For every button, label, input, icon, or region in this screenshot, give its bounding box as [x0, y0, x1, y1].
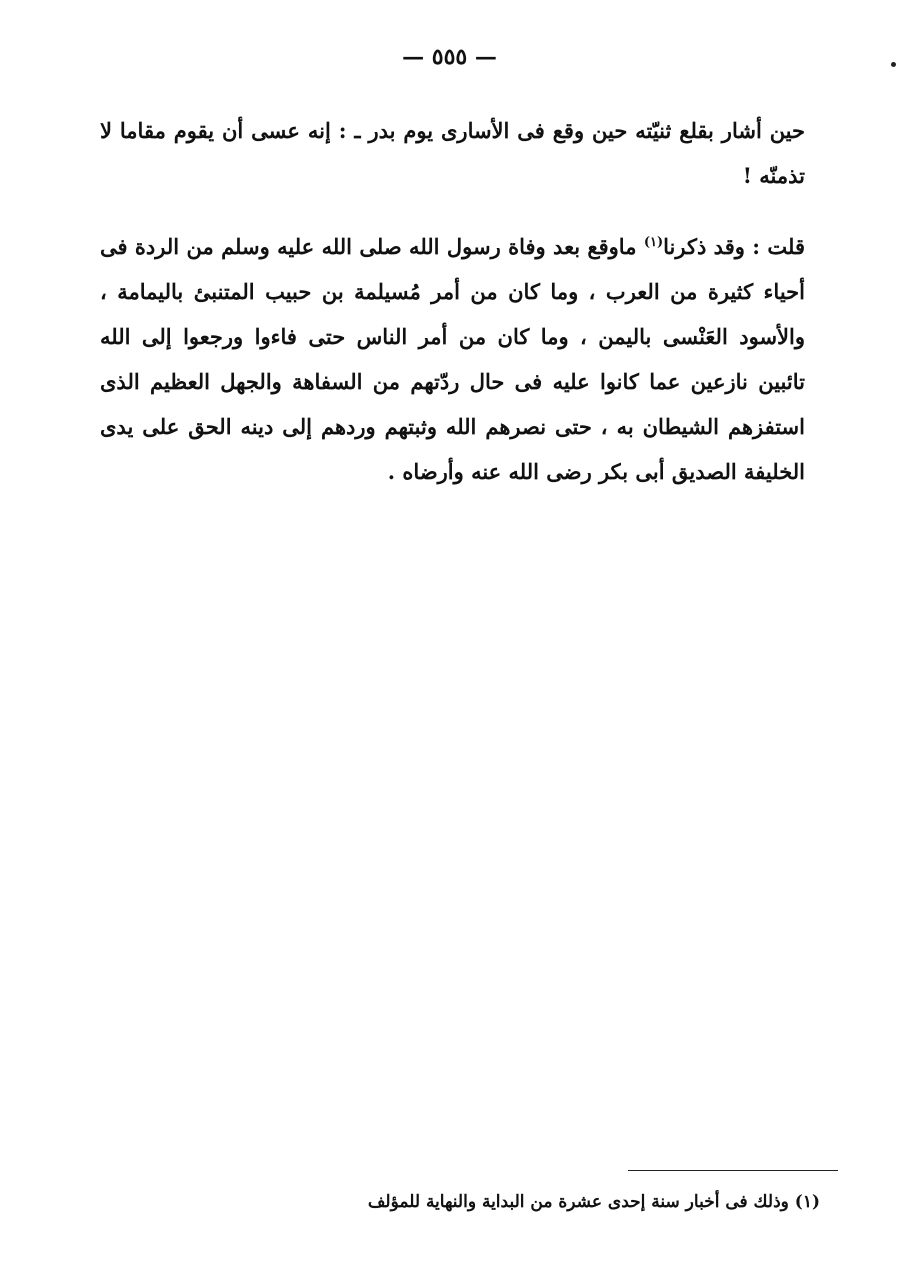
footnote-reference: (١)	[643, 235, 664, 250]
paragraph-2-body: ماوقع بعد وفاة رسول الله صلى الله عليه وسلم من الردة فى أحياء كثيرة من العرب ، وما كان من أمر مُسيلمة بن حبيب المتنبئ باليمامة ، والأسود العَنْسى باليمن ، وما كان من أمر الناس حتى فاءوا ورجعوا إلى الله تائبين نازعين عما كانوا عليه فى حال ردّتهم من السفاهة والجهل العظيم الذى استفزهم الشيطان به ، حتى نصرهم الله وثبتهم وردهم إلى دينه الحق على يدى الخليفة الصديق أبى بكر رضى الله عنه وأرضاه .	[100, 234, 805, 484]
footnote: (١) وذلك فى أخبار سنة إحدى عشرة من البداية والنهاية للمؤلف	[367, 1192, 820, 1212]
paragraph-1: حين أشار بقلع ثنيّته حين وقع فى الأسارى يوم بدر ـ : إنه عسى أن يقوم مقاما لا تذمنّه !	[100, 118, 805, 188]
page-number: — ٥٥٥ —	[402, 44, 497, 70]
main-text	[100, 108, 805, 494]
footnote-divider	[628, 1170, 838, 1171]
page-edge-mark	[891, 62, 896, 67]
paragraph-2-opening: قلت : وقد ذكرنا	[663, 234, 806, 259]
paragraph-2	[100, 224, 805, 494]
